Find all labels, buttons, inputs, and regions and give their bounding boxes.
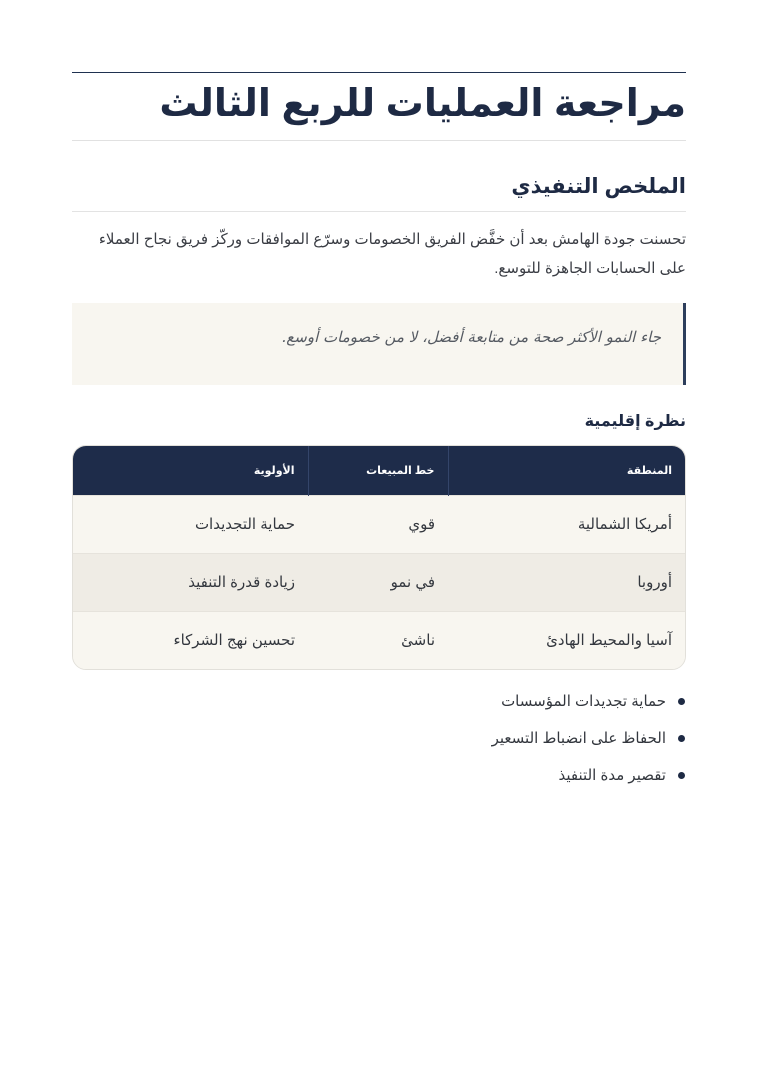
list-item <box>72 762 686 799</box>
column-header-priority: الأولوية <box>253 464 295 477</box>
column-header-region: المنطقة <box>448 446 685 495</box>
list-item <box>72 725 686 762</box>
page-title: مراجعة العمليات للربع الثالث <box>159 83 686 125</box>
top-divider <box>72 72 686 73</box>
column-header-pipeline: خط المبيعات <box>308 446 448 495</box>
priorities-list <box>72 688 686 799</box>
bullet-icon <box>678 772 685 779</box>
executive-summary-heading: الملخص التنفيذي <box>511 175 686 198</box>
table-cell-pipeline: قوي <box>308 495 448 553</box>
pull-quote-text: جاء النمو الأكثر صحة من متابعة أفضل، لا من خصومات أوسع. <box>281 328 661 346</box>
bullet-icon <box>678 735 685 742</box>
title-divider <box>72 140 686 141</box>
regional-table <box>73 446 685 669</box>
table-row <box>73 495 685 553</box>
table-header-row <box>73 446 685 495</box>
table-cell-priority: زيادة قدرة التنفيذ <box>73 553 308 611</box>
list-item <box>72 688 686 725</box>
table-cell-region: أمريكا الشمالية <box>448 495 685 553</box>
table-cell-pipeline: في نمو <box>308 553 448 611</box>
executive-summary-text: تحسنت جودة الهامش بعد أن خفَّض الفريق الخصومات وسرّع الموافقات وركّز فريق نجاح العملاء على الحسابات الجاهزة للتوسع. <box>98 231 686 277</box>
table-row <box>73 611 685 669</box>
section-divider <box>72 211 686 212</box>
list-item-text: حماية تجديدات المؤسسات <box>501 693 666 710</box>
table-row <box>73 553 685 611</box>
regional-table-container <box>72 445 686 670</box>
list-item-text: تقصير مدة التنفيذ <box>558 767 666 784</box>
list-item-text: الحفاظ على انضباط التسعير <box>491 730 666 747</box>
regional-heading: نظرة إقليمية <box>584 413 686 430</box>
table-cell-priority: تحسين نهج الشركاء <box>73 611 308 669</box>
table-cell-pipeline: ناشئ <box>308 611 448 669</box>
table-cell-region: آسيا والمحيط الهادئ <box>448 611 685 669</box>
pull-quote <box>72 303 686 385</box>
table-cell-region: أوروبا <box>448 553 685 611</box>
bullet-icon <box>678 698 685 705</box>
table-cell-priority: حماية التجديدات <box>73 495 308 553</box>
